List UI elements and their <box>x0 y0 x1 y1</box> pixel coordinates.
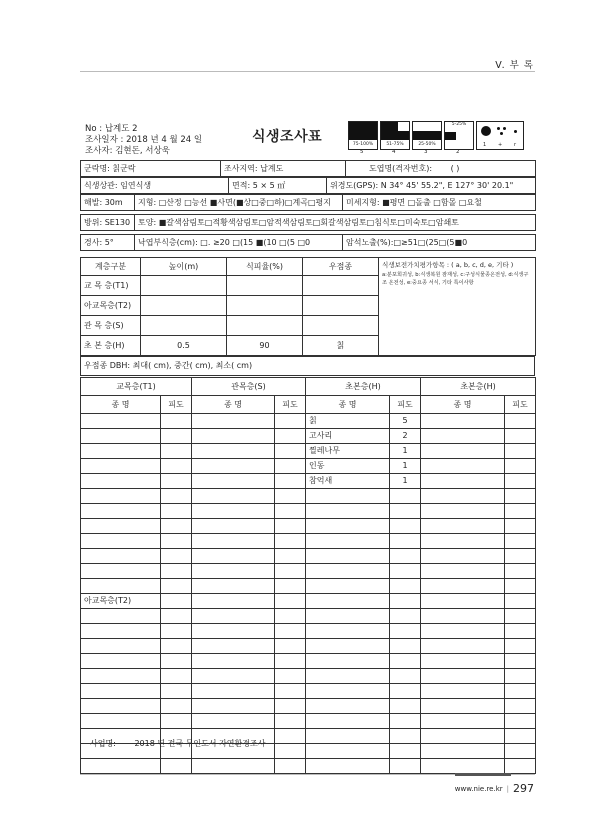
species-cell <box>81 579 161 594</box>
species-table <box>80 377 536 774</box>
species-cell <box>192 504 275 519</box>
cover-scale-small: 1 + r <box>476 121 524 150</box>
species-cell <box>421 429 505 444</box>
cover-scale-2: 5-25% <box>444 121 474 150</box>
species-cell <box>81 489 161 504</box>
gps-coordinates: 위경도(GPS): N 34° 45' 55.2", E 127° 30' 20.1" <box>327 178 536 194</box>
form-no: No : 납계도 2 <box>85 124 138 134</box>
species-cell <box>421 759 505 774</box>
strata-height <box>141 316 227 336</box>
species-cell <box>275 564 306 579</box>
strata-dominant <box>303 276 379 296</box>
plot-area: 면적: 5 × 5 ㎡ <box>229 178 327 194</box>
dbh-row <box>80 356 535 376</box>
species-cell <box>306 624 390 639</box>
herb-species-name: 칡 <box>306 414 390 429</box>
strata-dominant <box>303 316 379 336</box>
species-cell <box>161 579 192 594</box>
species-cell <box>306 564 390 579</box>
species-cell <box>161 699 192 714</box>
species-cell <box>421 459 505 474</box>
species-cell <box>421 444 505 459</box>
species-cell <box>421 684 505 699</box>
site-info-row-5 <box>80 234 536 251</box>
species-cell <box>421 654 505 669</box>
species-cell <box>505 489 536 504</box>
species-cell <box>81 699 161 714</box>
species-cell <box>81 759 161 774</box>
strata-cover <box>227 316 303 336</box>
species-cell <box>306 579 390 594</box>
species-cell <box>275 504 306 519</box>
species-cell <box>421 414 505 429</box>
strata-dominant: 칡 <box>303 336 379 356</box>
species-cell <box>505 744 536 759</box>
species-cover-header: 피도 <box>390 396 421 414</box>
cover-scale-3: 25-50% <box>412 121 442 150</box>
footer-accent <box>455 773 511 776</box>
species-cell <box>81 459 161 474</box>
species-cell <box>161 414 192 429</box>
micro-terrain: 미세지형: ■평면 □돌출 □함몰 □요철 <box>343 195 536 211</box>
scale-num-2: 2 <box>456 149 460 155</box>
strata-cover <box>227 296 303 316</box>
project-label: 사업명: <box>90 739 116 748</box>
species-cell <box>275 534 306 549</box>
species-cell <box>161 624 192 639</box>
species-cell <box>505 534 536 549</box>
species-cell <box>390 564 421 579</box>
site-info-row-3 <box>80 194 536 211</box>
species-cell <box>192 684 275 699</box>
species-cell <box>192 549 275 564</box>
strata-cover: 90 <box>227 336 303 356</box>
species-cell <box>161 429 192 444</box>
footer-separator: | <box>506 784 509 793</box>
species-name-header: 종 명 <box>81 396 161 414</box>
species-cell <box>81 654 161 669</box>
species-cell <box>275 429 306 444</box>
herb-species-cover: 1 <box>390 474 421 489</box>
species-cell <box>421 639 505 654</box>
species-cell <box>275 729 306 744</box>
species-cell <box>306 609 390 624</box>
species-cell <box>161 519 192 534</box>
species-cell <box>306 714 390 729</box>
species-cell <box>421 744 505 759</box>
species-cell <box>192 624 275 639</box>
species-cell <box>192 594 275 609</box>
species-cell <box>505 444 536 459</box>
species-cell <box>192 414 275 429</box>
section-header: V. 부 록 <box>495 60 534 71</box>
species-cell <box>161 594 192 609</box>
species-cell <box>421 489 505 504</box>
species-cell <box>161 714 192 729</box>
species-cell <box>275 684 306 699</box>
cover-scale-4: 51-75% <box>380 121 410 150</box>
herb-species-cover: 2 <box>390 429 421 444</box>
species-cell <box>192 564 275 579</box>
species-cell <box>421 474 505 489</box>
species-cell <box>505 609 536 624</box>
species-cell <box>390 489 421 504</box>
species-cell <box>390 534 421 549</box>
species-cell <box>275 639 306 654</box>
species-cell <box>390 624 421 639</box>
species-cell <box>505 519 536 534</box>
strata-height <box>141 296 227 316</box>
species-cell <box>192 669 275 684</box>
species-cell <box>505 684 536 699</box>
species-cell <box>390 714 421 729</box>
species-cell <box>306 639 390 654</box>
species-cell <box>192 429 275 444</box>
strata-row-label: 초 본 층(H) <box>81 336 141 356</box>
species-cell <box>505 504 536 519</box>
species-group-header: 초본층(H) <box>306 378 421 396</box>
herb-species-cover: 1 <box>390 444 421 459</box>
strata-height <box>141 276 227 296</box>
species-name-header: 종 명 <box>192 396 275 414</box>
species-cell <box>306 534 390 549</box>
species-cell <box>161 639 192 654</box>
species-cell <box>192 519 275 534</box>
species-cell <box>81 534 161 549</box>
species-cell <box>81 669 161 684</box>
species-cell <box>161 534 192 549</box>
map-name: 도엽명(격자번호): ( ) <box>346 161 536 177</box>
strata-height: 0.5 <box>141 336 227 356</box>
species-cell <box>421 594 505 609</box>
species-cell <box>275 489 306 504</box>
species-cell <box>81 564 161 579</box>
species-cell <box>306 594 390 609</box>
species-cover-header: 피도 <box>505 396 536 414</box>
herb-species-name: 참억새 <box>306 474 390 489</box>
species-cell <box>161 444 192 459</box>
community-name: 군락명: 칡군락 <box>81 161 221 177</box>
dominant-dbh: 우점종 DBH: 최대( cm), 중간( cm), 최소( cm) <box>81 357 535 376</box>
herb-species-name: 인동 <box>306 459 390 474</box>
strata-header: 계층구분 <box>81 258 141 276</box>
strata-header: 식피율(%) <box>227 258 303 276</box>
species-cell <box>421 534 505 549</box>
species-cell <box>161 549 192 564</box>
strata-header: 우점종 <box>303 258 379 276</box>
species-cell <box>275 669 306 684</box>
species-cell <box>192 534 275 549</box>
species-cell <box>275 624 306 639</box>
scale-num-5: 5 <box>360 149 364 155</box>
survey-date: 조사일자 : 2018 년 4 월 24 일 <box>85 135 203 145</box>
species-cell <box>306 669 390 684</box>
herb-species-cover: 5 <box>390 414 421 429</box>
species-cell <box>505 699 536 714</box>
species-group-header: 교목층(T1) <box>81 378 192 396</box>
species-cell <box>390 669 421 684</box>
species-cell <box>161 474 192 489</box>
strata-row-label: 아교목층(T2) <box>81 296 141 316</box>
species-cell <box>192 609 275 624</box>
species-cell <box>505 714 536 729</box>
species-cover-header: 피도 <box>161 396 192 414</box>
species-cell <box>390 684 421 699</box>
litter-layer: 낙엽부식층(cm): □. ≥20 □(15 ■(10 □(5 □0 <box>135 235 343 251</box>
species-cell <box>275 444 306 459</box>
species-cell <box>306 654 390 669</box>
species-cell <box>275 654 306 669</box>
species-cell <box>81 504 161 519</box>
species-cell <box>505 429 536 444</box>
species-cell <box>81 444 161 459</box>
survey-region: 조사지역: 납계도 <box>221 161 346 177</box>
species-cell <box>275 609 306 624</box>
species-cell <box>505 639 536 654</box>
strata-row-label: 관 목 층(S) <box>81 316 141 336</box>
species-cell <box>275 414 306 429</box>
species-cell <box>275 744 306 759</box>
species-cell <box>390 699 421 714</box>
species-cell <box>390 639 421 654</box>
species-name-header: 종 명 <box>421 396 505 414</box>
project <box>90 738 265 749</box>
strata-cover <box>227 276 303 296</box>
species-cell <box>306 699 390 714</box>
species-cell <box>192 714 275 729</box>
species-cell <box>306 489 390 504</box>
species-cell <box>421 549 505 564</box>
species-cell <box>505 564 536 579</box>
site-info-row-2 <box>80 177 536 194</box>
species-cell <box>275 759 306 774</box>
species-cell <box>306 744 390 759</box>
species-cell <box>192 444 275 459</box>
species-cell <box>505 624 536 639</box>
strata-dominant <box>303 296 379 316</box>
scale-num-3: 3 <box>424 149 428 155</box>
species-cell <box>390 519 421 534</box>
species-cell <box>161 609 192 624</box>
species-cell <box>390 609 421 624</box>
site-info-row-4 <box>80 214 536 231</box>
species-cell <box>421 519 505 534</box>
species-cell <box>421 504 505 519</box>
header-rule <box>80 71 535 72</box>
species-cell <box>306 729 390 744</box>
species-cell <box>306 759 390 774</box>
conservation-eval: 식생보전가치평가항목 : ( a, b, c, d, e, 기타 ) a:분포희귀성, b:식생복원 잠재성, c:구성식물종온전성, d:식생구조 온전성, e:중요종 서식, 기타 특이사항 <box>379 258 536 356</box>
species-cell <box>161 684 192 699</box>
species-cell <box>421 699 505 714</box>
species-cell <box>421 609 505 624</box>
species-cell <box>306 684 390 699</box>
species-cell <box>505 459 536 474</box>
species-cell <box>81 414 161 429</box>
species-cell <box>505 474 536 489</box>
species-cell <box>505 654 536 669</box>
form-title: 식생조사표 <box>252 129 323 145</box>
species-cell <box>81 519 161 534</box>
species-cell <box>505 669 536 684</box>
species-cell <box>306 504 390 519</box>
species-cell <box>81 639 161 654</box>
soil-type: 토양: ■갈색삼림토□적황색삼림토□암적색삼림토□회갈색삼림토□침식토□미숙토□암쇄토 <box>135 215 536 231</box>
species-cell <box>275 699 306 714</box>
strata-table <box>80 257 536 356</box>
species-cell <box>505 579 536 594</box>
cover-scale-5: 75-100% <box>348 121 378 150</box>
species-cell <box>161 504 192 519</box>
species-cell <box>390 759 421 774</box>
form-meta <box>85 124 202 157</box>
terrain: 지형: □산정 □능선 ■사면(■상□중□하)□계곡□평지 <box>135 195 343 211</box>
species-cell <box>275 714 306 729</box>
species-cell <box>192 474 275 489</box>
species-cell <box>192 699 275 714</box>
species-cell <box>161 459 192 474</box>
species-cell <box>81 714 161 729</box>
species-cell <box>421 729 505 744</box>
page-number: 297 <box>513 782 534 795</box>
species-cell <box>81 429 161 444</box>
species-cell <box>421 669 505 684</box>
species-cell <box>275 474 306 489</box>
aspect: 방위: SE130 <box>81 215 135 231</box>
footer-url: www.nie.re.kr <box>454 784 503 793</box>
species-cell <box>421 579 505 594</box>
site-info-table <box>80 160 536 177</box>
species-cell <box>306 549 390 564</box>
species-cell <box>81 624 161 639</box>
project-name: 2018 년 전국 무인도서 자연환경조사 <box>134 739 266 748</box>
species-cell <box>161 759 192 774</box>
species-cell <box>505 729 536 744</box>
herb-species-name: 고사리 <box>306 429 390 444</box>
species-cell <box>81 474 161 489</box>
species-cell <box>192 654 275 669</box>
species-cell <box>390 594 421 609</box>
species-group-header: 관목층(S) <box>192 378 306 396</box>
species-cell <box>390 504 421 519</box>
species-cell <box>81 684 161 699</box>
species-cell <box>192 489 275 504</box>
species-cell <box>275 594 306 609</box>
species-name-header: 종 명 <box>306 396 390 414</box>
species-cell <box>192 459 275 474</box>
species-cell <box>421 714 505 729</box>
species-cell <box>161 489 192 504</box>
species-cell <box>505 414 536 429</box>
species-cell <box>421 624 505 639</box>
species-cell <box>192 579 275 594</box>
species-group-header: 초본층(H) <box>421 378 536 396</box>
species-cell <box>421 564 505 579</box>
rock-exposure: 암석노출(%):□≥51□(25□(5■0 <box>343 235 536 251</box>
species-cover-header: 피도 <box>275 396 306 414</box>
species-cell <box>81 549 161 564</box>
scale-num-4: 4 <box>392 149 396 155</box>
surveyors: 조사자: 김현돈, 서상욱 <box>85 146 170 156</box>
species-cell <box>81 609 161 624</box>
species-cell <box>306 519 390 534</box>
strata-header: 높이(m) <box>141 258 227 276</box>
species-cell <box>192 639 275 654</box>
species-cell <box>275 459 306 474</box>
species-cell <box>275 519 306 534</box>
species-cell <box>505 549 536 564</box>
species-cell <box>390 549 421 564</box>
species-cell <box>161 654 192 669</box>
footer <box>455 782 534 795</box>
species-cell <box>192 759 275 774</box>
species-cell <box>390 654 421 669</box>
vegetation-physiognomy: 식생상관: 임연식생 <box>81 178 229 194</box>
species-cell <box>390 744 421 759</box>
species-cell <box>275 579 306 594</box>
species-cell <box>161 669 192 684</box>
species-cell <box>161 564 192 579</box>
herb-species-name: 찔레나무 <box>306 444 390 459</box>
slope: 경사: 5° <box>81 235 135 251</box>
strata-row-label: 교 목 층(T1) <box>81 276 141 296</box>
species-cell <box>505 594 536 609</box>
species-cell <box>505 759 536 774</box>
herb-species-cover: 1 <box>390 459 421 474</box>
elevation: 해발: 30m <box>81 195 135 211</box>
species-cell <box>390 579 421 594</box>
species-cell <box>390 729 421 744</box>
species-cell <box>275 549 306 564</box>
t2-label: 아교목층(T2) <box>81 594 161 609</box>
